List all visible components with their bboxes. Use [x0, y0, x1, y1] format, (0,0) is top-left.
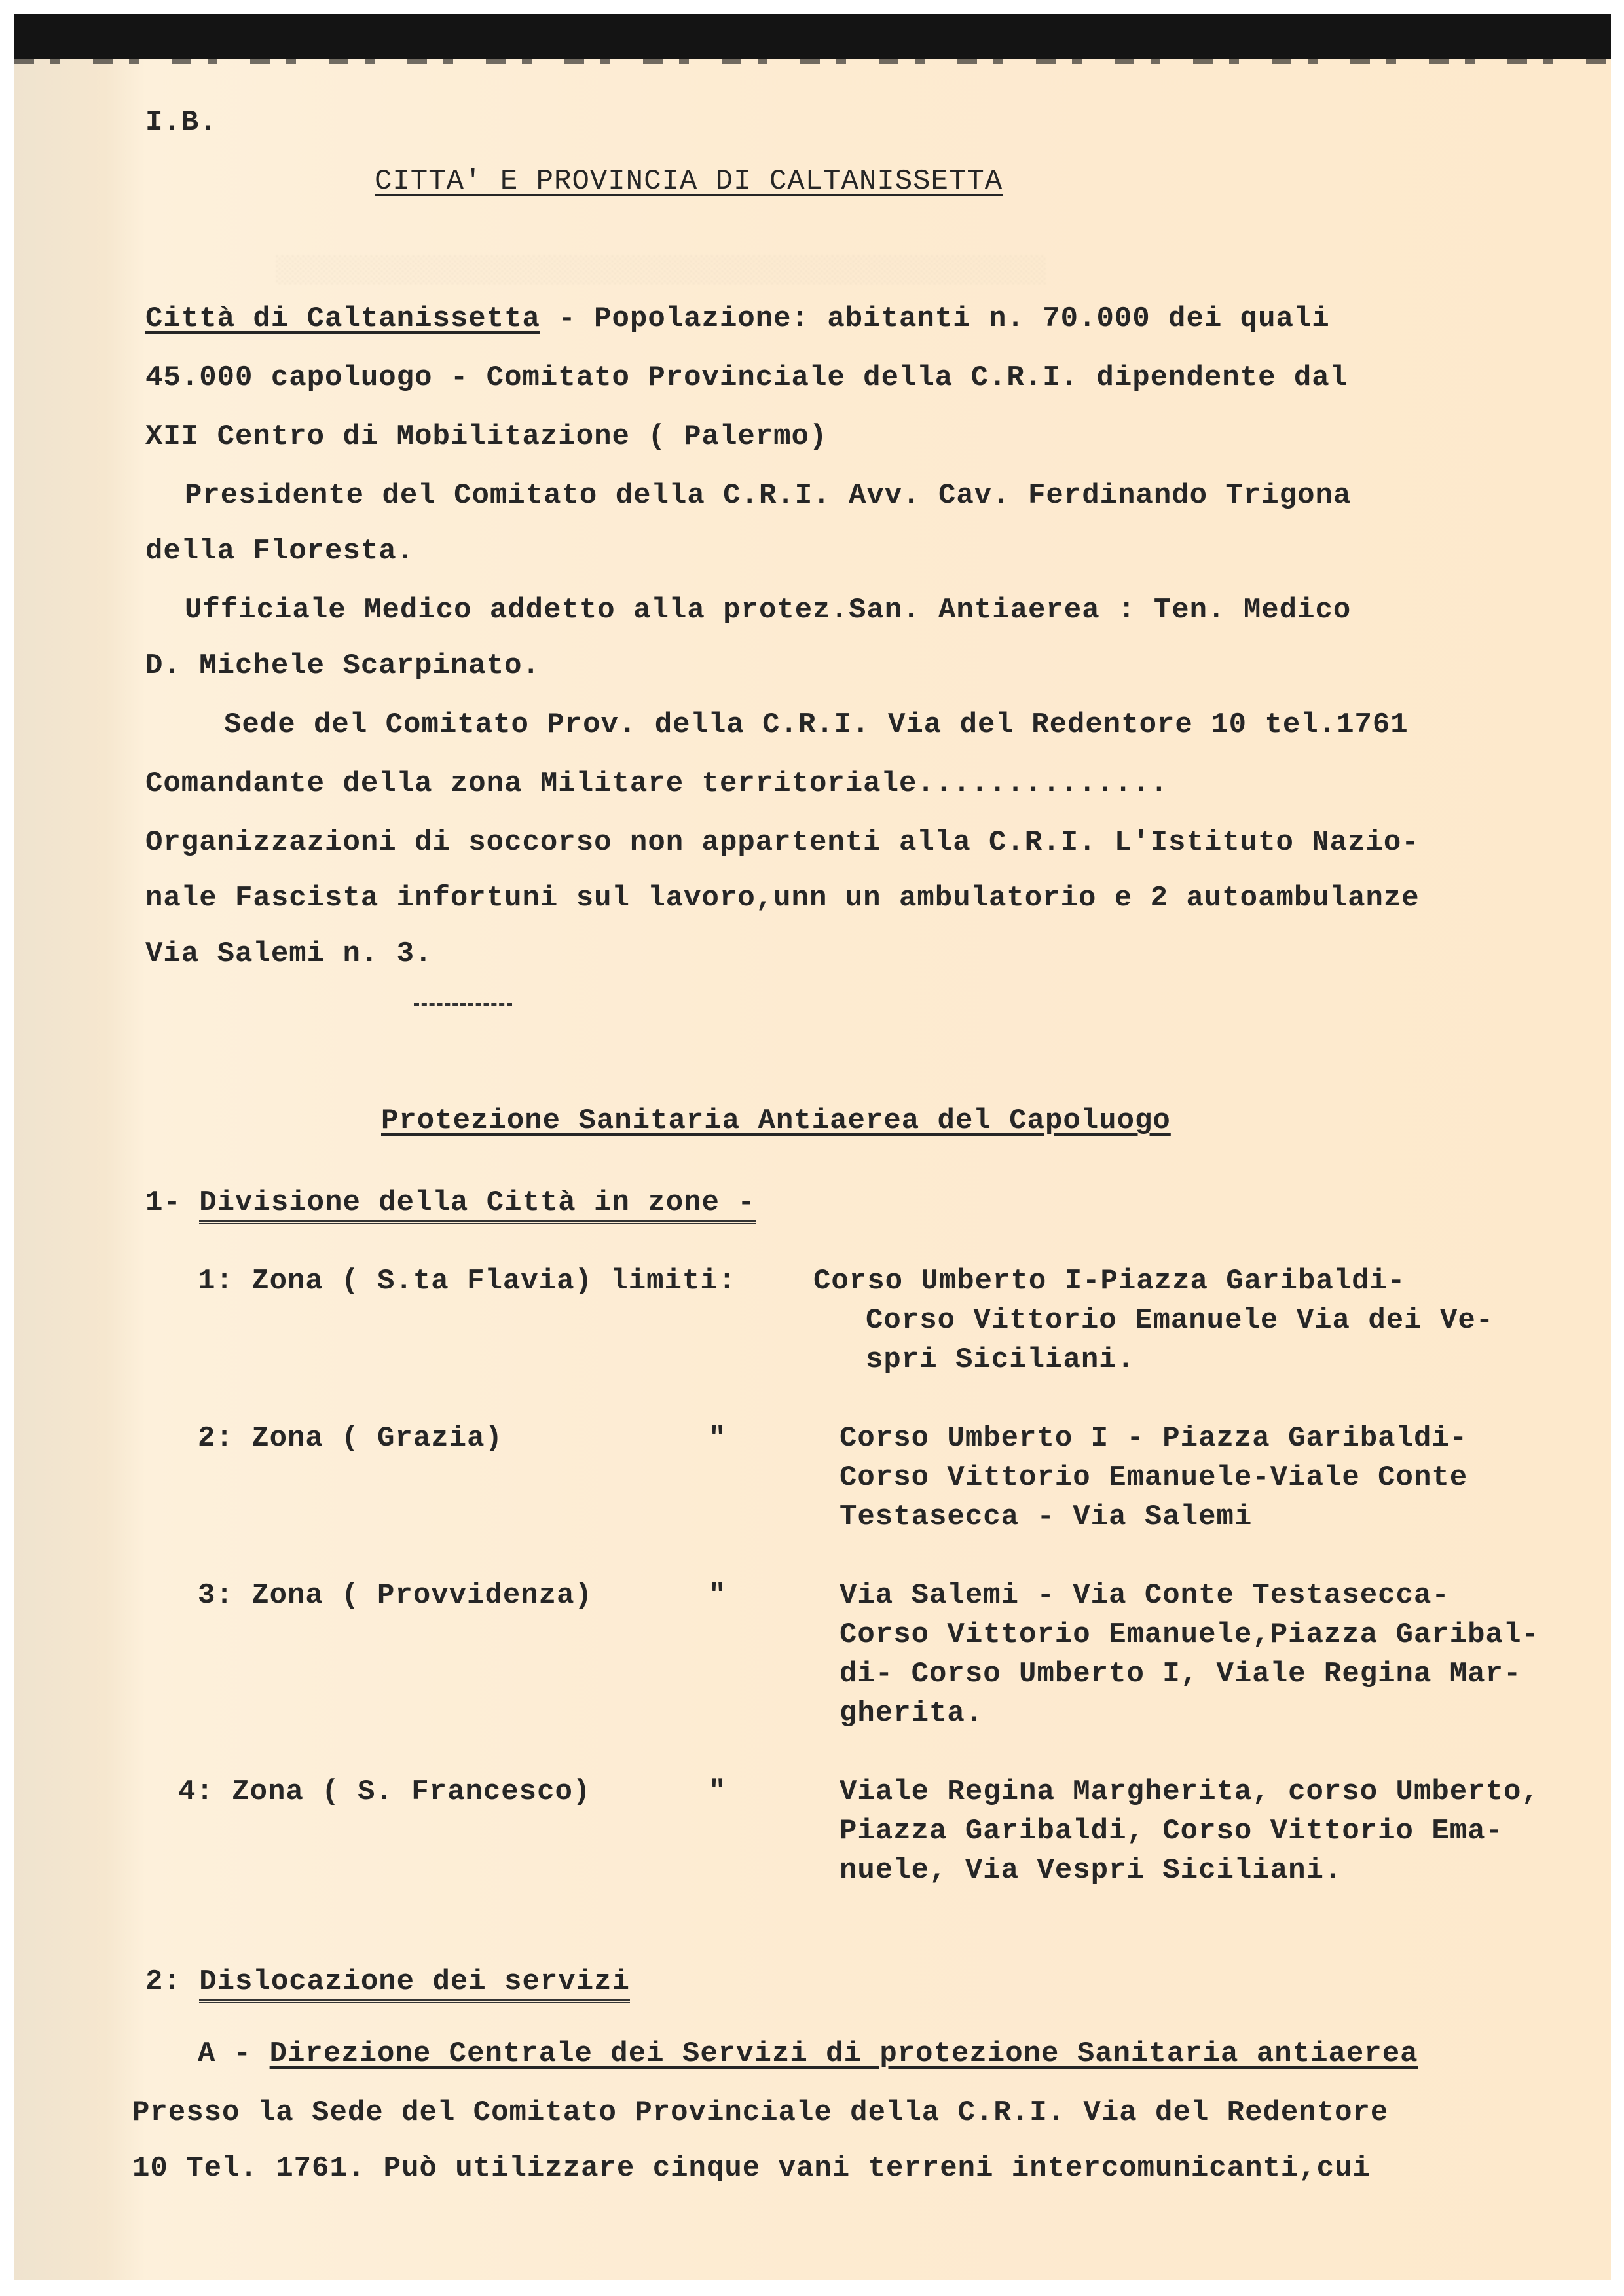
city-label: Città di Caltanissetta [145, 302, 540, 335]
intro-line-6: Ufficiale Medico addetto alla protez.San. Antiaerea : Ten. Medico [185, 594, 1352, 627]
zone-4-line-3: nuele, Via Vespri Siciliani. [840, 1854, 1342, 1887]
zone-4-line-1: Viale Regina Margherita, corso Umberto, [840, 1776, 1540, 1808]
intro-line-12: Via Salemi n. 3. [145, 938, 433, 970]
zone-1-line-2: Corso Vittorio Emanuele Via dei Ve- [866, 1304, 1494, 1337]
division-number: 1- [145, 1186, 181, 1219]
section-title: Protezione Sanitaria Antiaerea del Capoluogo [381, 1104, 1171, 1137]
document-ref: I.B. [145, 106, 217, 139]
zone-2-line-3: Testasecca - Via Salemi [840, 1501, 1253, 1533]
intro-line-11: nale Fascista infortuni sul lavoro,unn un ambulatorio e 2 autoambulanze [145, 882, 1420, 915]
division-title: Divisione della Città in zone - [199, 1186, 756, 1224]
zone-3-line-4: gherita. [840, 1697, 984, 1730]
intro-line-8: Sede del Comitato Prov. della C.R.I. Via del Redentore 10 tel.1761 [224, 708, 1409, 741]
document-page [14, 14, 1611, 2280]
services-sub-letter: A - [198, 2037, 252, 2070]
zone-2-label: 2: Zona ( Grazia) [198, 1422, 503, 1455]
services-heading [145, 1965, 630, 1998]
services-line-2: 10 Tel. 1761. Può utilizzare cinque vani terreni intercomunicanti,cui [132, 2152, 1371, 2185]
bleed-through: ░░░░░░░░░░░░░░░░░░░░░░░░░░░░░░░░░░░░░░░░░░░░░░░░░ [276, 257, 1047, 286]
services-line-1: Presso la Sede del Comitato Provinciale della C.R.I. Via del Redentore [132, 2096, 1389, 2129]
intro-line-3: XII Centro di Mobilitazione ( Palermo) [145, 420, 828, 453]
services-sub-heading [198, 2037, 1418, 2070]
intro-line-5: della Floresta. [145, 535, 415, 568]
zone-1-label: 1: Zona ( S.ta Flavia) limiti: [198, 1265, 737, 1298]
zone-3-label: 3: Zona ( Provvidenza) [198, 1579, 593, 1612]
services-sub-title: Direzione Centrale dei Servizi di protezione Sanitaria antiaerea [269, 2037, 1418, 2070]
division-heading [145, 1186, 756, 1219]
services-title: Dislocazione dei servizi [199, 1965, 630, 2003]
zone-2-line-1: Corso Umberto I - Piazza Garibaldi- [840, 1422, 1468, 1455]
zone-3-line-3: di- Corso Umberto I, Viale Regina Mar- [840, 1658, 1522, 1690]
zone-3-line-2: Corso Vittorio Emanuele,Piazza Garibal- [840, 1618, 1540, 1651]
zone-1-line-3: spri Siciliani. [866, 1343, 1135, 1376]
zone-2-line-2: Corso Vittorio Emanuele-Viale Conte [840, 1461, 1468, 1494]
document-title: CITTA' E PROVINCIA DI CALTANISSETTA [375, 165, 1003, 198]
scan-border [14, 14, 1611, 59]
intro-line-1 [145, 302, 1330, 335]
zone-1-line-1: Corso Umberto I-Piazza Garibaldi- [813, 1265, 1406, 1298]
intro-line-9: Comandante della zona Militare territoriale.............. [145, 767, 1169, 800]
intro-line-1-text: - Popolazione: abitanti n. 70.000 dei quali [540, 302, 1330, 335]
intro-line-4: Presidente del Comitato della C.R.I. Avv. Cav. Ferdinando Trigona [185, 479, 1352, 512]
zone-3-ditto: " [709, 1579, 727, 1612]
intro-line-7: D. Michele Scarpinato. [145, 649, 540, 682]
zone-3-line-1: Via Salemi - Via Conte Testasecca- [840, 1579, 1450, 1612]
zone-2-ditto: " [709, 1422, 727, 1455]
zone-4-label: 4: Zona ( S. Francesco) [178, 1776, 591, 1808]
separator-rule [414, 1003, 512, 1006]
intro-line-10: Organizzazioni di soccorso non appartenti alla C.R.I. L'Istituto Nazio- [145, 826, 1420, 859]
services-number: 2: [145, 1965, 181, 1998]
zone-4-line-2: Piazza Garibaldi, Corso Vittorio Ema- [840, 1815, 1504, 1848]
intro-line-2: 45.000 capoluogo - Comitato Provinciale della C.R.I. dipendente dal [145, 361, 1348, 394]
zone-4-ditto: " [709, 1776, 727, 1808]
